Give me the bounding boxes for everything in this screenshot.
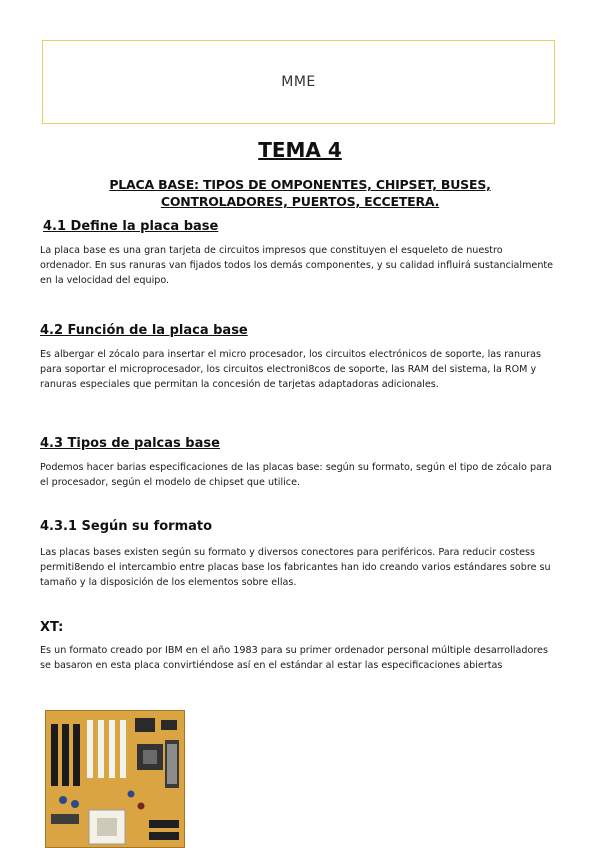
header-box [42,40,555,124]
section-text-xt: Es un formato creado por IBM en el año 1983 para su primer ordenador personal múltiple desarrolladores se basaron en esta placa convirtiéndose así en el estándar al estar las especificaciones abiertas [40,645,548,671]
page-subtitle: PLACA BASE: TIPOS DE OMPONENTES, CHIPSET, BUSES, CONTROLADORES, PUERTOS, ECCETERA. [109,177,491,209]
section-heading-4-1: 4.1 Define la placa base [43,219,219,234]
section-heading-4-3-1: 4.3.1 Según su formato [40,519,213,534]
section-heading-4-3: 4.3 Tipos de palcas base [40,436,220,451]
section-heading-4-2: 4.2 Función de la placa base [40,323,248,338]
isa-slots [51,724,80,786]
section-text-4-2: Es albergar el zócalo para insertar el micro procesador, los circuitos electrónicos de soporte, las ranuras para soportar el microprocesador, los circuitos electroni8cos de soporte, las RAM del sistema, la ROM y ranuras especiales que permitan la concesión de tarjetas adaptadoras adicionales. [40,349,541,390]
section-text-4-3-1: Las placas bases existen según su formato y diversos conectores para periféricos. Para reducir costess permiti8endo el intercambio entre placas base los fabricantes han ido creando varios estándares sobre su tamaño y la disposición de los elementos sobre ellas. [40,547,551,588]
section-text-4-3: Podemos hacer barias especificaciones de las placas base: según su formato, según el tipo de zócalo para el procesador, según el modelo de chipset que utilice. [40,462,552,488]
section-text-4-1: La placa base es una gran tarjeta de circuitos impresos que constituyen el esqueleto de nuestro ordenador. En sus ranuras van fijados todos los demás componentes, y su calidad influirá sustancialmente en la velocidad del equipo. [40,245,554,286]
section-heading-xt: XT: [40,620,64,635]
page-title: TEMA 4 [258,138,342,162]
motherboard-icon [45,710,185,848]
header-label: MME [281,74,316,90]
